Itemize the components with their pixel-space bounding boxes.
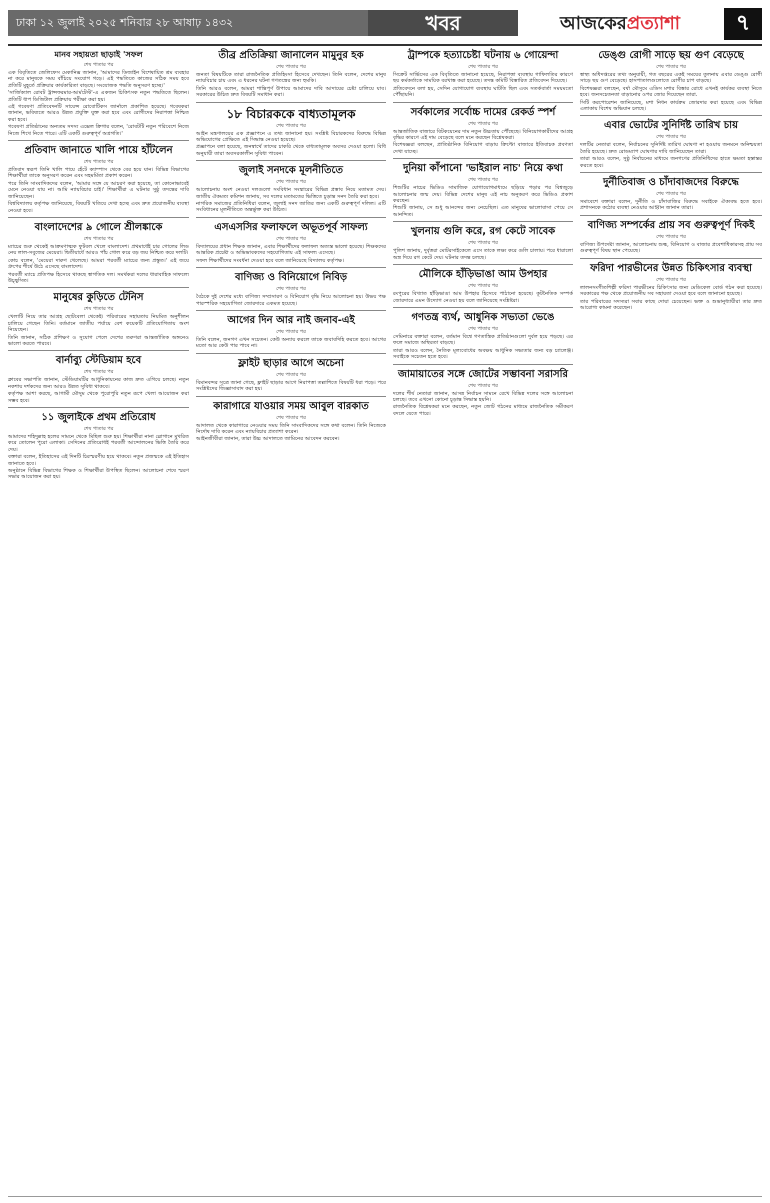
story-continuation-note: শেষ পাতার পর (656, 191, 686, 198)
story-divider (580, 115, 762, 116)
story-paragraph: সিক্রেট সার্ভিসের এক বিবৃতিতে জানানো হয়েছে, নিরাপত্তা ব্যবস্থায় গাফিলতির কারণে ছয় কর্মকর্তাকে সাময়িক বরখাস্ত করা হয়েছে। তদন্ত কমিটি বিস্তারিত প্রতিবেদন দিয়েছে। (393, 72, 573, 85)
story-divider (393, 264, 573, 265)
story-continuation-note: শেষ পাতার পর (83, 62, 114, 68)
news-story (580, 50, 762, 116)
news-story (196, 165, 386, 218)
brand-part1: আজকের (559, 12, 627, 34)
story-paragraph: পরে তিনি সাংবাদিকদের বলেন, 'আমার সঙ্গে যে আচরণ করা হয়েছে, তা কোনোভাবেই মেনে নেওয়া যায় না। আমি ন্যায়বিচার চাই।' শিক্ষার্থীরা এ ঘটনার সুষ্ঠু তদন্তের দাবি জানিয়েছেন। (8, 180, 189, 200)
story-body (580, 199, 762, 212)
story-body (393, 129, 573, 156)
section-title: খবর (368, 10, 518, 36)
story-body (196, 294, 386, 307)
news-story (580, 120, 762, 173)
story-body (8, 244, 189, 284)
story-body (393, 248, 573, 261)
news-story (196, 401, 386, 443)
news-story (580, 263, 762, 312)
story-paragraph: স্বাস্থ্য অধিদপ্তরের তথ্য অনুযায়ী, গত বছরের একই সময়ের তুলনায় এবার ডেঙ্গু রোগী সাড়ে ছয় গুণ বেড়েছে। হাসপাতালগুলোতে রোগীর চাপ বাড়ছে। (580, 72, 762, 85)
story-divider (580, 258, 762, 259)
news-story (196, 315, 386, 354)
story-divider (393, 364, 573, 365)
story-headline[interactable]: ফ্লাইট ছাড়ার আগে অচেনা (238, 357, 344, 369)
story-continuation-note: শেষ পাতার পর (276, 286, 306, 293)
story-divider (8, 350, 189, 351)
header-rule (8, 44, 762, 46)
story-continuation-note: শেষ পাতার পর (276, 235, 306, 242)
story-divider (393, 221, 573, 222)
story-paragraph: কর্তৃপক্ষ আশা করছে, আগামী মৌসুম থেকে পুরোপুরি নতুন রূপে খেলা আয়োজন করা সম্ভব হবে। (8, 391, 189, 404)
story-continuation-note: শেষ পাতার পর (468, 120, 498, 127)
story-paragraph: শিশুটি জানায়, সে শুধু আনন্দের জন্য নেচেছিল। এত মানুষের ভালোবাসা পেয়ে সে আনন্দিত। (393, 205, 573, 218)
story-headline[interactable]: মানব সহায়তা ছাড়াই 'সফল (54, 50, 143, 59)
story-headline[interactable]: প্রতিবাদ জানাতে খালি পায়ে হাঁটলেন (24, 145, 173, 157)
story-paragraph: দলটির নেতারা বলেন, নির্বাচনের সুনির্দিষ্ট তারিখ ঘোষণা না হওয়ায় জনমনে অনিশ্চয়তা তৈরি হয়েছে। দ্রুত রোডম্যাপ ঘোষণার দাবি জানিয়েছেন তারা। (580, 142, 762, 155)
story-divider (8, 407, 189, 408)
story-divider (580, 215, 762, 216)
story-divider (196, 310, 386, 311)
story-paragraph: শিশুটির নাচের ভিডিও সামাজিক যোগাযোগমাধ্যমে ছড়িয়ে পড়ার পর বিশ্বজুড়ে আলোচনার জন্ম দেয়। বিভিন্ন দেশের মানুষ এই নাচ অনুকরণ করে ভিডিও প্রকাশ করছেন। (393, 185, 573, 205)
story-headline[interactable]: খুলনায় গুলি করে, রগ কেটে সাবেক (410, 226, 556, 238)
story-divider (196, 217, 386, 218)
story-body (580, 242, 762, 255)
story-paragraph: বৈঠকে দুই দেশের মধ্যে বাণিজ্য সম্প্রসারণ ও বিনিয়োগ বৃদ্ধি নিয়ে আলোচনা হয়। উভয় পক্ষ পারস্পরিক সহযোগিতা জোরদারে একমত হয়েছে। (196, 294, 386, 307)
story-headline[interactable]: জুলাই সনদকে মূলনীতিতে (238, 165, 344, 177)
story-continuation-note: শেষ পাতার পর (468, 382, 498, 389)
story-paragraph: কোচ বলেন, 'মেয়েরা দারুণ খেলেছে। আমরা পরবর্তী ম্যাচের জন্য প্রস্তুত।' এই জয়ে গ্রুপের শীর্ষে উঠে এসেছে বাংলাদেশ। (8, 257, 189, 271)
story-continuation-note: শেষ পাতার পর (656, 64, 686, 70)
story-divider (196, 396, 386, 397)
story-body (8, 70, 189, 137)
news-story (393, 50, 573, 103)
story-paragraph: লালনসংগীতশিল্পী ফরিদা পারভীনের চিকিৎসার জন্য মেডিকেল বোর্ড গঠন করা হয়েছে। সরকারের পক্ষ থেকে প্রয়োজনীয় সব সহায়তা দেওয়া হবে বলে জানানো হয়েছে। (580, 284, 762, 298)
story-continuation-note: শেষ পাতার পর (276, 122, 306, 129)
story-headline[interactable]: তীব্র প্রতিক্রিয়া জানালেন মামুনুর হক (218, 50, 364, 61)
news-story (393, 269, 573, 308)
footer-rule (8, 1196, 762, 1197)
dateline: ঢাকা ১২ জুলাই ২০২৫ শনিবার ২৮ আষাঢ় ১৪৩২ (8, 10, 368, 36)
story-continuation-note: শেষ পাতার পর (276, 64, 306, 70)
story-headline[interactable]: মৌলিকে হাঁড়িভাঙা আম উপহার (418, 269, 548, 281)
story-paragraph: তারা আরও বলেন, সুষ্ঠু নির্বাচনের মাধ্যমে জনগণের প্রতিনিধিদের হাতে ক্ষমতা হস্তান্তর করতে হবে। (580, 156, 762, 169)
story-continuation-note: শেষ পাতার পর (656, 276, 686, 283)
story-headline[interactable]: দুনিয়া কাঁপানো 'ভাইরাল নাচ' নিয়ে কথা (403, 163, 563, 175)
news-story (393, 226, 573, 265)
story-body (393, 291, 573, 304)
story-paragraph: বক্তারা বলেন, ইতিহাসের এই দিনটি চিরস্মরণীয় হয়ে থাকবে। নতুন প্রজন্মকে এই ইতিহাস জানাতে হবে। (8, 454, 189, 467)
story-paragraph: বাণিজ্য উপদেষ্টা জানান, আলোচনায় শুল্ক, বিনিয়োগ ও বাজার প্রবেশাধিকারসহ প্রায় সব গুরুত্বপূর্ণ বিষয় স্থান পেয়েছে। (580, 241, 762, 255)
story-paragraph: পুলিশ জানায়, দুর্বৃত্তরা মোটরসাইকেলে এসে তাকে লক্ষ্য করে গুলি চালায়। পরে ধারালো অস্ত্র দিয়ে রগ কেটে দেয়। ঘটনার তদন্ত চলছে। (393, 248, 573, 261)
story-paragraph: বিশেষজ্ঞরা বলছেন, বর্ষা মৌসুমে এডিস মশার বিস্তার রোধে এখনই কার্যকর ব্যবস্থা নিতে হবে। জনসচেতনতা বাড়ানোর ওপর জোর দিয়েছেন তারা. (580, 85, 762, 99)
story-divider (393, 102, 573, 103)
story-paragraph: গবেষণা প্রতিষ্ঠানের অন্যতম সদস্য এক্সেল ক্রিগার বলেন, 'রোবটটি নতুন পরিবেশে নিজে নিজে শিখে নিতে পারে। এটি একটি গুরুত্বপূর্ণ অগ্রগতি।' (8, 124, 189, 137)
news-story (8, 50, 189, 141)
story-paragraph: সিটি করপোরেশন জানিয়েছে, মশা নিধন কার্যক্রম জোরদার করা হয়েছে এবং বিভিন্ন এলাকায় বিশেষ অভিযান চলছে। (580, 99, 762, 113)
news-story (196, 358, 386, 397)
story-paragraph: তিনি বলেন, জনগণ এখন সচেতন। কেউ অন্যায় করলে তাকে জবাবদিহি করতে হবে। আগের মতো আর কেউ পার পাবে না। (196, 336, 386, 350)
story-headline[interactable]: ট্রাম্পকে হত্যাচেষ্টা ঘটনায় ৬ গোয়েন্দা (407, 50, 559, 61)
page-header (8, 6, 762, 42)
story-headline[interactable]: দুর্নীতিবাজ ও চাঁদাবাজদের বিরুদ্ধে (603, 177, 739, 189)
story-headline[interactable]: জামায়াতের সঙ্গে জোটের সম্ভাবনা সরাসরি (398, 368, 568, 380)
story-body (196, 244, 386, 264)
story-headline[interactable]: বাণিজ্য সম্পর্কের প্রায় সব গুরুত্বপূর্ণ দিকই (587, 219, 755, 231)
story-paragraph: নাগরিক সমাজের প্রতিনিধিরা বলেন, জুলাই সনদ জাতির জন্য একটি গুরুত্বপূর্ণ দলিল। এটি সংবিধানের মূলনীতিতে অন্তর্ভুক্ত করা উচিত। (196, 201, 386, 214)
story-continuation-note: শেষ পাতার পর (83, 426, 114, 432)
story-paragraph: বিশেষজ্ঞরা বলছেন, প্রাতিষ্ঠানিক বিনিয়োগ বাড়ায় ক্রিপ্টো বাজারে ইতিবাচক প্রবণতা দেখা যাচ্ছে। (393, 142, 573, 155)
story-body (8, 314, 189, 347)
news-story (580, 220, 762, 259)
story-divider (196, 267, 386, 268)
story-paragraph: বিশ্ববিদ্যালয় কর্তৃপক্ষ জানিয়েছে, বিষয়টি খতিয়ে দেখা হচ্ছে এবং দ্রুত প্রয়োজনীয় ব্যবস্থা নেওয়া হবে। (8, 201, 189, 214)
story-body (580, 142, 762, 169)
story-body (393, 72, 573, 99)
news-story (8, 292, 189, 351)
story-headline[interactable]: আগের দিন আর নাই জনাব-এই (227, 314, 355, 326)
story-paragraph: আন্তর্জাতিক বাজারে বিটকয়েনের দাম নতুন উচ্চতায় পৌঁছেছে। বিনিয়োগকারীদের আগ্রহ বৃদ্ধির কারণে এই দাম বেড়েছে বলে মনে করছেন বিশ্লেষকরা। (393, 128, 573, 142)
story-paragraph: জনতা বিষয়টিকে তারা রাজনৈতিক প্রতিহিংসা হিসেবে দেখছেন। তিনি বলেন, দেশের মানুষ ন্যায়বিচার চায় এবং এ ধরনের ঘটনা গণতন্ত্রের জন্য হুমকি। (196, 72, 386, 85)
news-story (393, 163, 573, 222)
story-divider (393, 307, 573, 308)
story-body (393, 185, 573, 218)
story-body (8, 434, 189, 481)
story-body (196, 380, 386, 393)
story-paragraph: ম্যাচের শুরু থেকেই আক্রমণাত্মক ফুটবল খেলে বাংলাদেশ। প্রথমার্ধেই চার গোলের লিড নেয় লাল-সবুজের মেয়েরা। দ্বিতীয়ার্ধে আরও পাঁচ গোল করে বড় জয় নিশ্চিত করে দলটি। (8, 243, 189, 257)
story-headline[interactable]: সর্বকালের সর্বোচ্চ দামের রেকর্ড স্পর্শ (410, 106, 556, 118)
story-body (196, 423, 386, 443)
story-paragraph: এক বিবৃতিতে জেলিফেস মেকানিক্স জানান, 'আমাদের ডিজাইন বিশেষায়িত শ্রম ব্যবহার না করে মানুষকে সময় বাঁচিয়ে সংযোগ গড়ে। এই পদ্ধতিতে কাজের সঠিক সময় হবে প্রতিটি মুহূর্তে প্রক্রিয়ার কার্যকারিতা বাড়ছে। সংযোজক পদ্ধতি অনুসরণ হচ্ছে।' (8, 70, 189, 89)
story-divider (8, 140, 189, 141)
story-body (196, 131, 386, 158)
story-continuation-note: শেষ পাতার পর (83, 369, 114, 376)
story-continuation-note: শেষ পাতার পর (656, 233, 686, 240)
story-divider (8, 217, 189, 218)
story-body (8, 377, 189, 404)
news-story (196, 50, 386, 103)
story-paragraph: বিদ্যালয়ের প্রধান শিক্ষক জানান, এবার শিক্ষার্থীদের ফলাফল অত্যন্ত ভালো হয়েছে। শিক্ষকদের আন্তরিক প্রচেষ্টা ও অভিভাবকদের সহযোগিতায় এই সাফল্য এসেছে। (196, 243, 386, 257)
news-story (393, 312, 573, 365)
story-headline[interactable]: কারাগারে যাওয়ার সময় আবুল বারকাত (213, 400, 369, 412)
story-body (196, 72, 386, 99)
story-paragraph: আমাদের শহিদুল্লাহ হলের সামনে থেকে মিছিল শুরু হয়। শিক্ষার্থীরা নানা স্লোগানে মুখরিত করে তোলেন পুরো এলাকা। সেদিনের প্রতিরোধই পরবর্তী আন্দোলনের ভিত্তি তৈরি করে দেয়। (8, 434, 189, 453)
story-headline[interactable]: গণতন্ত্র ব্যর্থ, আধুনিক সভ্যতা ভেঙে (411, 311, 555, 323)
story-headline[interactable]: বার্নাব্যু স্টেডিয়াম হবে (55, 355, 142, 367)
news-story (8, 222, 189, 288)
story-body (393, 391, 573, 418)
story-divider (196, 353, 386, 354)
story-paragraph: প্রতিবাদ স্বরূপ তিনি খালি পায়ে হেঁটে ক্যাম্পাস থেকে বের হয়ে যান। বিভিন্ন বিভাগের শিক্ষার্থীরা তাকে অনুসরণ করেন এবং সহমর্মিতা প্রকাশ করেন। (8, 167, 189, 180)
news-story (196, 272, 386, 311)
story-paragraph: প্রতিবেদনে বলা হয়, সেদিন যোগাযোগ ব্যবস্থায় ঘাটতি ছিল এবং সতর্কবার্তা সময়মতো পৌঁছায়নি। (393, 85, 573, 99)
story-paragraph: রাজনৈতিক বিশ্লেষকরা মনে করছেন, নতুন জোট গঠনের মাধ্যমে রাজনৈতিক সমীকরণ বদলে যেতে পারে। (393, 404, 573, 417)
story-divider (196, 102, 386, 103)
story-headline[interactable]: এসএসসির ফলাফলে অভূতপূর্ব সাফল্য (214, 221, 368, 233)
story-paragraph: বিমানবন্দর সূত্রে জানা গেছে, ফ্লাইট ছাড়ার আগে নিরাপত্তা তল্লাশিতে বিষয়টি ধরা পড়ে। পরে সংশ্লিষ্টদের জিজ্ঞাসাবাদ করা হয়। (196, 379, 386, 393)
story-headline[interactable]: ১১ জুলাইকে প্রথম প্রতিরোধ (41, 412, 156, 423)
story-continuation-note: শেষ পাতার পর (468, 177, 498, 184)
story-paragraph: পরবর্তী ম্যাচে প্রতিপক্ষ হিসেবে থাকছে স্বাগতিক দল। সমর্থকরা দলের ধারাবাহিক সাফল্যে উচ্ছ্বসিত। (8, 271, 189, 284)
story-body (8, 167, 189, 214)
news-story (8, 355, 189, 408)
story-divider (8, 287, 189, 288)
news-story (8, 145, 189, 218)
story-paragraph: এই গবেষণা প্রতিবেদনটি সায়েন্স রোবোটিকস জার্নালে প্রকাশিত হয়েছে। গবেষকরা জানান, ভবিষ্যতে আরও উন্নত প্রযুক্তি যুক্ত করা হবে এবং রোগীদের নিরাপত্তা নিশ্চিত করা হবে। (8, 104, 189, 123)
story-headline[interactable]: মানুষের কুড়িতে টেনিস (53, 292, 144, 304)
story-continuation-note: শেষ পাতার পর (276, 179, 306, 186)
news-story (580, 177, 762, 216)
story-headline[interactable]: বাংলাদেশের ৯ গোলে শ্রীলঙ্কাকে (34, 221, 163, 233)
story-paragraph: আইনজীবীরা জানান, তারা উচ্চ আদালতে জামিনের আবেদন করবেন। (196, 436, 340, 443)
story-continuation-note: শেষ পাতার পর (276, 371, 306, 378)
story-paragraph: তিনি আরও বলেন, আমরা শান্তিপূর্ণ উপায়ে আমাদের দাবি আদায়ের চেষ্টা চালিয়ে যাব। সরকারের উচিত দ্রুত বিষয়টি সমাধান করা। (196, 85, 386, 99)
story-paragraph: তার পরিবারের সদস্যরা সবার কাছে দোয়া চেয়েছেন। ভক্ত ও শুভানুধ্যায়ীরা তার দ্রুত আরোগ্য কামনা করেছেন। (580, 298, 762, 311)
story-body (580, 285, 762, 312)
story-continuation-note: শেষ পাতার পর (468, 283, 498, 290)
story-paragraph: সফল শিক্ষার্থীদের সংবর্ধনা দেওয়া হবে বলে জানিয়েছে বিদ্যালয় কর্তৃপক্ষ। (196, 257, 345, 264)
story-divider (393, 158, 573, 159)
story-paragraph: সমাবেশে বক্তারা বলেন, দুর্নীতি ও চাঁদাবাজির বিরুদ্ধে সবাইকে ঐক্যবদ্ধ হতে হবে। প্রশাসনকে কঠোর ব্যবস্থা নেওয়ার আহ্বান জানান তারা। (580, 199, 762, 212)
story-headline[interactable]: বাণিজ্য ও বিনিয়োগে নিবিড় (234, 272, 348, 284)
story-headline[interactable]: ফরিদা পারভীনের উন্নত চিকিৎসার ব্যবস্থা (590, 262, 752, 274)
masthead-logo (520, 6, 720, 42)
news-story (393, 369, 573, 418)
column-1 (8, 50, 189, 485)
story-paragraph: ক্লাবের সভাপতি জানান, স্টেডিয়ামটির আধুনিকায়নের কাজ দ্রুত এগিয়ে চলছে। নতুন নকশায় দর্শকদের জন্য আরও উন্নত সুবিধা থাকবে। (8, 377, 189, 390)
story-continuation-note: শেষ পাতার পর (83, 159, 114, 166)
story-continuation-note: শেষ পাতার পর (468, 64, 498, 70)
page-number: ৭ (724, 8, 762, 40)
story-headline[interactable]: ডেঙ্গু রোগী সাড়ে ছয় গুণ বেড়েছে (598, 50, 744, 61)
story-body (196, 337, 386, 350)
story-continuation-note: শেষ পাতার পর (468, 325, 498, 332)
story-paragraph: আইন মন্ত্রণালয়ের এক প্রজ্ঞাপনে এ তথ্য জানানো হয়। সংশ্লিষ্ট বিচারকদের বিরুদ্ধে বিভিন্ন অভিযোগের প্রেক্ষিতে এই সিদ্ধান্ত নেওয়া হয়েছে। (196, 130, 386, 144)
story-paragraph: খেলাটি নিয়ে তার আগ্রহ ছোটবেলা থেকেই। পরিবারের সহায়তায় নিয়মিত অনুশীলন চালিয়ে গেছেন তিনি। বর্তমানে জাতীয় পর্যায়ে বেশ কয়েকটি প্রতিযোগিতায় অংশ নিয়েছেন। (8, 314, 189, 334)
story-continuation-note: শেষ পাতার পর (276, 414, 306, 421)
story-paragraph: দলের শীর্ষ নেতারা জানান, আসন্ন নির্বাচন সামনে রেখে বিভিন্ন দলের সঙ্গে আলোচনা চলছে। তবে এখনো কোনো চূড়ান্ত সিদ্ধান্ত হয়নি। (393, 390, 573, 403)
story-headline[interactable]: এবার ভোটের সুনির্দিষ্ট তারিখ চায় (604, 120, 738, 132)
story-headline[interactable]: ১৮ বিচারককে বাধ্যতামূলক (226, 106, 356, 121)
story-continuation-note: শেষ পাতার পর (656, 134, 686, 141)
news-story (196, 222, 386, 268)
story-paragraph: সেমিনারে বক্তারা বলেন, বর্তমান বিশ্বে গণতান্ত্রিক প্রতিষ্ঠানগুলো দুর্বল হয়ে পড়ছে। এর ফলে সমাজে অস্থিরতা বাড়ছে। (393, 333, 573, 347)
story-paragraph: 'সার্জিক্যাল রোবট ট্রান্সফরমার-আর্মটেস্ট'-এ একজন চিকিৎসক নতুন পদ্ধতিতে ছিলেন। প্রতিটি ধাপ ডিজিটাল প্রক্রিয়ায় পরীক্ষা করা হয়। (8, 90, 189, 103)
story-continuation-note: শেষ পাতার পর (468, 240, 498, 247)
news-story (8, 412, 189, 481)
story-continuation-note: শেষ পাতার পর (276, 328, 306, 335)
story-body (393, 334, 573, 361)
story-paragraph: আদালত থেকে কারাগারে নেওয়ার সময় তিনি সাংবাদিকদের সঙ্গে কথা বলেন। তিনি নিজেকে নির্দোষ দাবি করেন এবং ন্যায়বিচার প্রত্যাশা করেন। (196, 422, 386, 435)
story-paragraph: আলোচনায় অংশ নেওয়া দলগুলো সংবিধান সংস্কারের বিভিন্ন প্রস্তাব নিয়ে মতামত দেয়। জাতীয় ঐকমত্য কমিশন জানায়, সব দলের মতামতের ভিত্তিতে চূড়ান্ত সনদ তৈরি করা হবে। (196, 187, 386, 200)
news-story (393, 107, 573, 160)
brand-part2: প্রত্যাশা (626, 12, 681, 34)
story-paragraph: রংপুরের বিখ্যাত হাঁড়িভাঙা আম উপহার হিসেবে পাঠানো হয়েছে। কূটনৈতিক সম্পর্ক জোরদারে এমন উদ্যোগ নেওয়া হয় বলে জানিয়েছে সংশ্লিষ্টরা। (393, 291, 573, 304)
news-story (196, 107, 386, 162)
column-3 (393, 50, 573, 421)
story-paragraph: প্রজ্ঞাপনে বলা হয়েছে, জনস্বার্থে তাদের চাকরি থেকে বাধ্যতামূলক অবসর দেওয়া হলো। বিধি অনুযায়ী তারা অবসরকালীন সুবিধা পাবেন। (196, 144, 386, 157)
column-2 (196, 50, 386, 447)
story-divider (580, 172, 762, 173)
story-paragraph: তারা আরও বলেন, নৈতিক মূল্যবোধের অবক্ষয় আধুনিক সভ্যতার জন্য বড় চ্যালেঞ্জ। সবাইকে সচেতন হতে হবে। (393, 347, 573, 361)
story-paragraph: তিনি জানান, সঠিক প্রশিক্ষণ ও সুযোগ পেলে দেশের তরুণরা আন্তর্জাতিক অঙ্গনেও ভালো করতে পারবে। (8, 334, 189, 347)
story-body (580, 72, 762, 112)
story-divider (196, 160, 386, 161)
column-4 (580, 50, 762, 315)
story-continuation-note: শেষ পাতার পর (83, 235, 114, 242)
story-continuation-note: শেষ পাতার পর (83, 306, 114, 313)
story-body (196, 187, 386, 214)
story-paragraph: অনুষ্ঠানে বিভিন্ন বিভাগের শিক্ষক ও শিক্ষার্থীরা উপস্থিত ছিলেন। আলোচনা শেষে স্মরণ সভার আয়োজন করা হয়। (8, 468, 189, 481)
